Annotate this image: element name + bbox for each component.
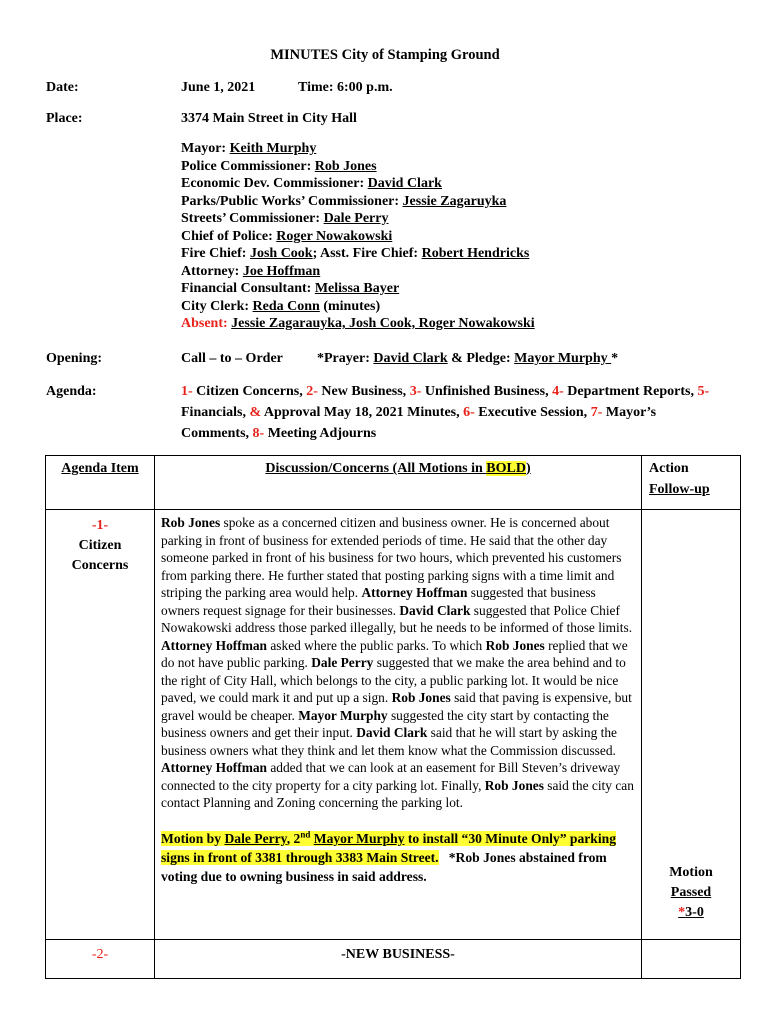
motion-text: Motion by Dale Perry, 2nd Mayor Murphy to install “30 Minute Only” parking signs in front of 3381 through 3383 Main Street. *Rob Jones abstained from voting due to owning business in said address.: [161, 828, 616, 884]
discussion-segment: said that he will start by asking the business owners what they think and let them know what the Commission discussed.: [161, 725, 617, 758]
discussion-segment: suggested that Police Chief Nowakowski address those parked illegally, but he needs to be informed of those limits.: [161, 602, 633, 635]
speaker-name: Rob Jones: [484, 777, 544, 793]
opening-call-to-order: Call – to – Order: [181, 351, 283, 366]
row2-agenda-item: -2-: [46, 940, 155, 979]
speaker-name: David Clark: [356, 725, 428, 740]
speaker-name: Rob Jones: [161, 515, 221, 530]
header-agenda-item: Agenda Item: [46, 456, 155, 510]
header-discussion: Discussion/Concerns (All Motions in BOLD): [155, 456, 642, 510]
time-value: Time: 6:00 p.m.: [298, 80, 393, 95]
discussion-text: [161, 514, 635, 812]
discussion-segment: replied that we do not have public parking.: [161, 637, 628, 670]
discussion-segment: asked where the public parks. To which: [267, 637, 486, 653]
row2-action: [642, 940, 741, 979]
attendee-city-clerk: City Clerk: Reda Conn (minutes): [181, 298, 381, 314]
attendee-mayor: Mayor: Keith Murphy: [181, 141, 317, 156]
speaker-name: Attorney Hoffman: [161, 760, 267, 775]
opening-label: Opening:: [46, 351, 103, 366]
discussion-segment: spoke as a concerned citizen and business owner. He is concerned about parking in front of business for extended periods of time. He said that the other day someone parked in front of his business for two hours, which prevented his customers from parking there. He further stated that posting parking signs with a time limit and striping the parking area would help.: [161, 515, 622, 600]
speaker-name: Rob Jones: [391, 690, 451, 705]
discussion-segment: added that we can look at an easement for Bill Steven’s driveway connected to the city property for a city parking lot. Finally,: [161, 760, 621, 793]
attendee-parks-commissioner: Parks/Public Works’ Commissioner: Jessie Zagaruyka: [181, 193, 507, 209]
attendee-financial-consultant: Financial Consultant: Melissa Bayer: [181, 281, 400, 296]
table-header-row: [46, 456, 741, 510]
speaker-name: Dale Perry: [311, 655, 374, 670]
attendee-police-commissioner: Police Commissioner: Rob Jones: [181, 158, 377, 174]
page-title: MINUTES City of Stamping Ground: [270, 47, 500, 63]
row1-discussion: [155, 510, 642, 940]
speaker-name: Attorney Hoffman: [161, 637, 267, 653]
speaker-name: Attorney Hoffman: [361, 585, 468, 600]
row2-section-title: -NEW BUSINESS-: [155, 940, 642, 979]
discussion-segment: suggested the city start by contacting the business owners and get their input.: [161, 707, 609, 740]
header-action: Action Follow-up: [642, 456, 741, 510]
attendee-econ-dev-commissioner: Economic Dev. Commissioner: David Clark: [181, 176, 442, 191]
table-row: [46, 940, 741, 979]
attendee-attorney: Attorney: Joe Hoffman: [181, 263, 321, 279]
discussion-segment: suggested that we make the area behind and to the right of City Hall, which belongs to the city, a public parking lot. It would be nice paved, we could mark it and put up a sign.: [161, 655, 626, 705]
date-value: June 1, 2021: [181, 80, 256, 95]
table-row: [46, 510, 741, 940]
discussion-segment: said that paving is expensive, but gravel would be cheaper.: [161, 690, 632, 723]
date-label: Date:: [46, 80, 79, 95]
attendee-fire-chiefs: Fire Chief: Josh Cook; Asst. Fire Chief: Robert Hendricks: [181, 246, 530, 261]
minutes-table: [45, 455, 741, 979]
discussion-segment: suggested that business owners request signage for their businesses.: [161, 585, 596, 618]
speaker-name: Mayor Murphy: [298, 707, 388, 723]
agenda-label: Agenda:: [46, 384, 97, 399]
row1-action: Motion Passed *3-0: [642, 510, 741, 940]
agenda-items: 1- Citizen Concerns, 2- New Business, 3- Unfinished Business, 4- Department Reports, 5- Financials, & Approval May 18, 2021 Minutes, 6- Executive Session, 7- Mayor’s Comments, 8- Meeting Adjourns: [181, 384, 710, 441]
place-value: 3374 Main Street in City Hall: [181, 111, 357, 126]
place-label: Place:: [46, 111, 83, 126]
speaker-name: Rob Jones: [485, 637, 545, 653]
attendee-streets-commissioner: Streets’ Commissioner: Dale Perry: [181, 211, 389, 226]
opening-prayer-pledge: *Prayer: David Clark & Pledge: Mayor Murphy *: [317, 351, 619, 366]
speaker-name: David Clark: [399, 602, 471, 618]
attendee-list: [181, 140, 535, 333]
discussion-segment: said the city can contact Planning and Zoning concerning the parking lot.: [161, 777, 634, 810]
attendee-chief-of-police: Chief of Police: Roger Nowakowski: [181, 228, 393, 244]
absent-list: Absent: Jessie Zagarauyka, Josh Cook, Roger Nowakowski: [181, 316, 535, 331]
row1-agenda-item: -1- Citizen Concerns: [46, 510, 155, 940]
vote-count: *3-0: [678, 905, 704, 920]
